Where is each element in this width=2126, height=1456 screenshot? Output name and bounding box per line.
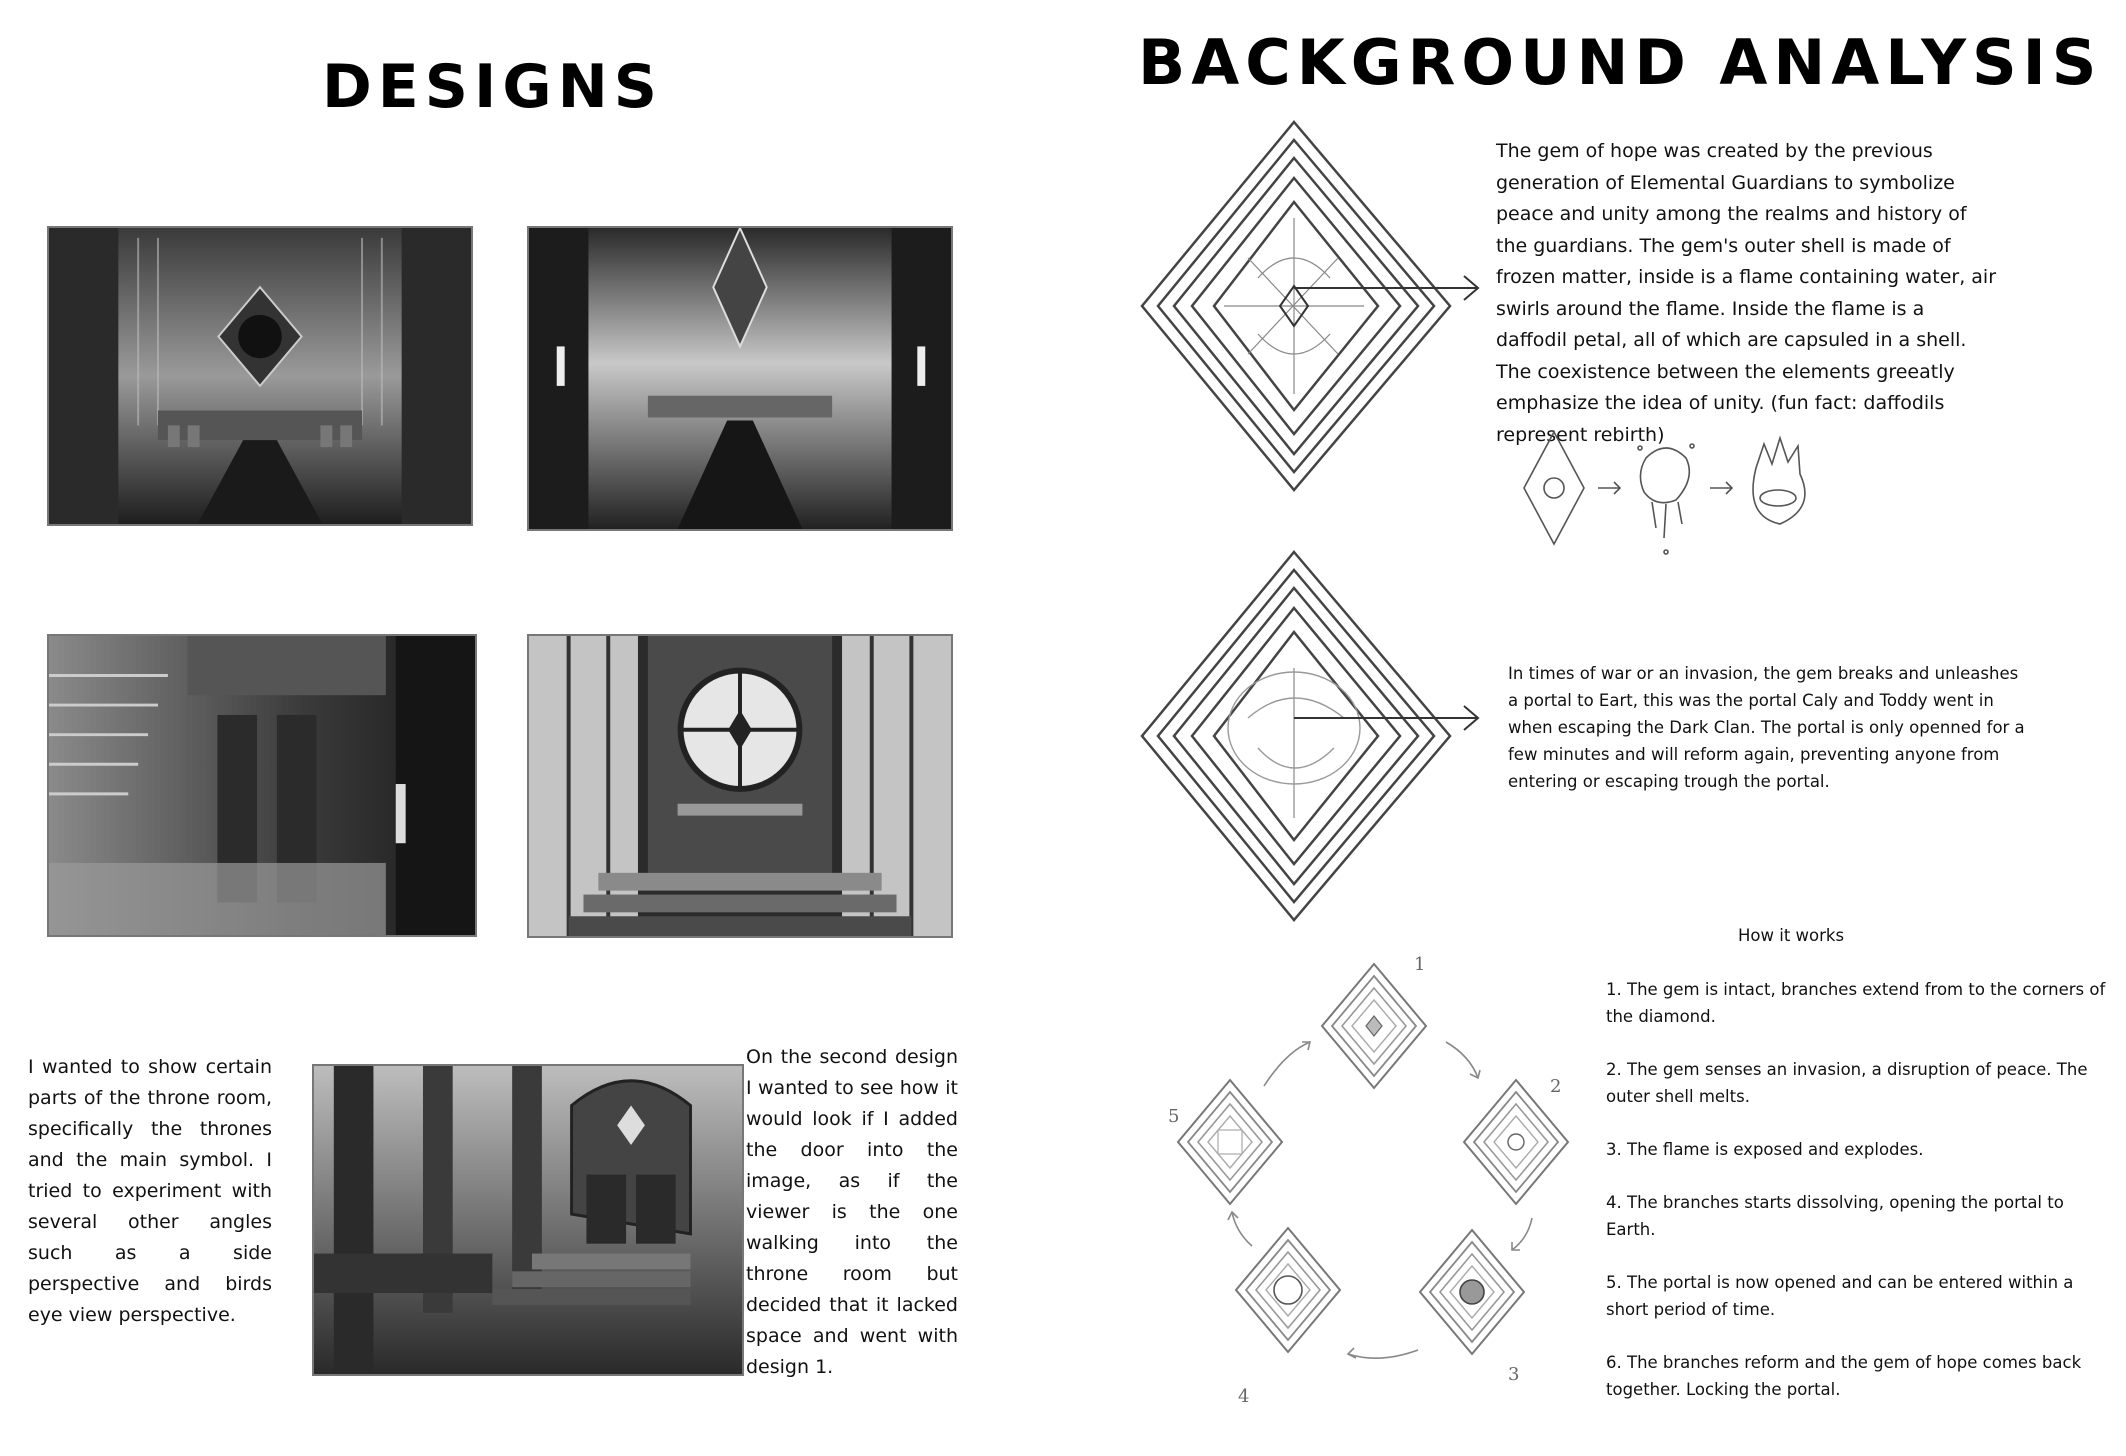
cycle-label-5: 5 [1168, 1106, 1180, 1127]
thrones-closeup-image [312, 1064, 744, 1376]
cycle-label-4: 4 [1238, 1386, 1250, 1407]
how-it-works-title: How it works [1738, 926, 1845, 945]
cycle-stage-4 [1236, 1228, 1340, 1352]
design-description-paragraph-2: On the second design I wanted to see how it would look if I added the door into the image, as if the viewer is the one walking into the throne room but decided that it lacked space and went with design 1. [746, 1046, 958, 1378]
design-description-paragraph-1: I wanted to show certain parts of the throne room, specifically the thrones and the main symbol. I tried to experiment with several other angles such as a side perspective and birds eye view perspective. [28, 1056, 272, 1326]
step-6: 6. The branches reform and the gem of hope comes back together. Locking the portal. [1606, 1353, 2082, 1399]
throne-room-side-perspective-image [47, 634, 477, 937]
how-it-works-steps [1606, 976, 2108, 1429]
gem-portal-sketch [1138, 548, 1498, 924]
background-analysis-title: BACKGROUND ANALYSIS [1138, 26, 2103, 99]
step-5: 5. The portal is now opened and can be entered within a short period of time. [1606, 1273, 2074, 1319]
step-3: 3. The flame is exposed and explodes. [1606, 1140, 1924, 1159]
step-4: 4. The branches starts dissolving, opening the portal to Earth. [1606, 1193, 2064, 1239]
step-2: 2. The gem senses an invasion, a disruption of peace. The outer shell melts. [1606, 1060, 2088, 1106]
cycle-label-1: 1 [1414, 954, 1426, 975]
step-1: 1. The gem is intact, branches extend from to the corners of the diamond. [1606, 980, 2106, 1026]
cycle-stage-1 [1322, 964, 1426, 1088]
throne-room-design-1-image [47, 226, 473, 526]
throne-room-design-2-image [527, 226, 953, 531]
gem-element-evolution-sketch [1516, 428, 1846, 574]
gem-description-text: The gem of hope was created by the previous generation of Elemental Guardians to symbolize peace and unity among the realms and history of the guardians. The gem's outer shell is made of frozen matter, inside is a flame containing water, air swirls around the flame. Inside the flame is a daffodil petal, all of which are capsuled in a shell. The coexistence between the elements greeatly emphasize the idea of unity. (fun fact: daffodils represent rebirth) [1496, 140, 1997, 446]
cycle-stage-2 [1464, 1080, 1568, 1204]
cycle-label-2: 2 [1550, 1076, 1562, 1097]
gem-cycle-diagram [1160, 946, 1600, 1416]
cycle-stage-3 [1420, 1230, 1524, 1354]
designs-title: DESIGNS [322, 52, 664, 122]
cycle-stage-5 [1178, 1080, 1282, 1204]
throne-room-door-image [527, 634, 953, 938]
gem-of-hope-sketch [1138, 118, 1498, 494]
portal-description-text: In times of war or an invasion, the gem breaks and unleashes a portal to Eart, this was the portal Caly and Toddy went in when escaping the Dark Clan. The portal is only openned for a few minutes and will reform again, preventing anyone from entering or escaping trough the portal. [1508, 664, 2025, 791]
cycle-label-3: 3 [1508, 1364, 1520, 1385]
